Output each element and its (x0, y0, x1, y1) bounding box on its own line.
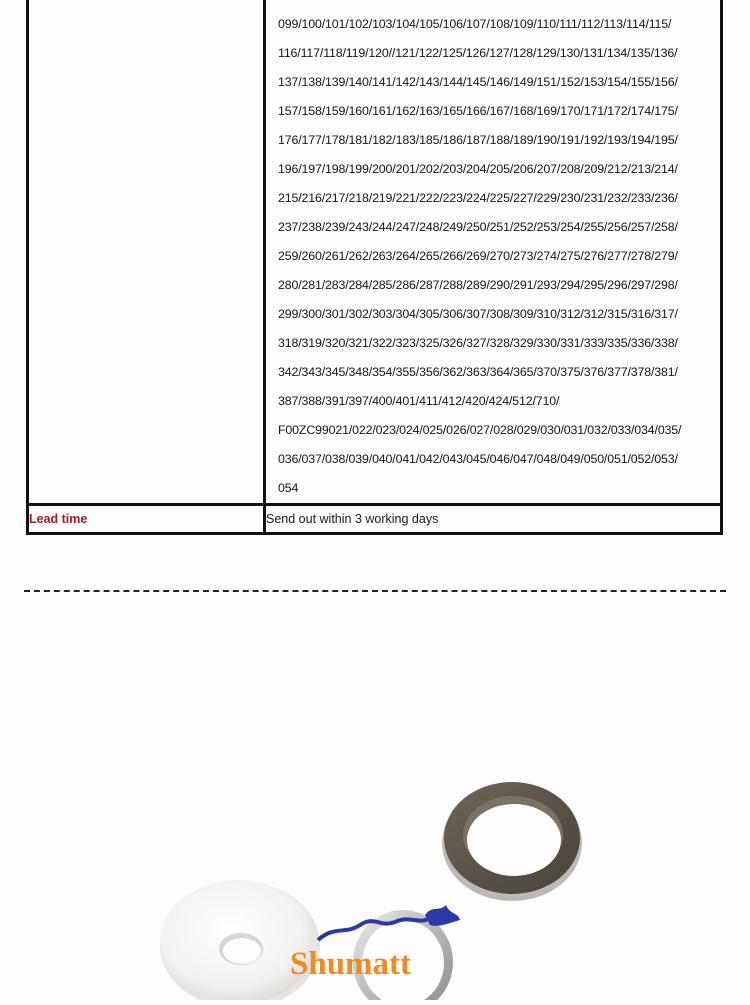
code-line: 116/117/118/119/120//121/122/125/126/127/128/129/130/131/134/135/136/ (278, 46, 678, 60)
compatible-codes-list (266, 0, 720, 503)
code-line: 280/281/283/284/285/286/287/288/289/290/291/293/294/295/296/297/298/ (278, 278, 678, 292)
dashed-divider (24, 590, 726, 592)
code-line: 157/158/159/160/161/162/163/165/166/167/168/169/170/171/172/174/175/ (278, 104, 678, 118)
code-line: 259/260/261/262/263/264/265/266/269/270/273/274/275/276/277/278/279/ (278, 249, 678, 263)
white-washer (160, 880, 320, 1000)
code-line: 318/319/320/321/322/323/325/326/327/328/329/330/331/333/335/336/338/ (278, 336, 678, 350)
code-line: 196/197/198/199/200/201/202/203/204/205/206/207/208/209/212/213/214/ (278, 162, 678, 176)
compatible-codes-row (28, 0, 722, 505)
code-line: 036/037/038/039/040/041/042/043/045/046/047/048/049/050/051/052/053/ (278, 452, 678, 466)
code-line: 215/216/217/218/219/221/222/223/224/225/227/229/230/231/232/233/236/ (278, 191, 678, 205)
code-line: 342/343/345/348/354/355/356/362/363/364/365/370/375/376/377/378/381/ (278, 365, 678, 379)
code-line: 237/238/239/243/244/247/248/249/250/251/252/253/254/255/256/257/258/ (278, 220, 678, 234)
lead-time-label: Lead time (28, 505, 265, 534)
code-line: 387/388/391/397/400/401/411/412/420/424/512/710/ (278, 394, 560, 408)
code-line: 137/138/139/140/141/142/143/144/145/146/149/151/152/153/154/155/156/ (278, 75, 678, 89)
dark-seal-ring (442, 782, 582, 901)
compatible-codes-label-cell (28, 0, 265, 505)
lead-time-row (28, 505, 722, 534)
code-line: 299/300/301/302/303/304/305/306/307/308/309/310/312/312/315/316/317/ (278, 307, 678, 321)
product-image (0, 620, 750, 1000)
compatible-codes-value-cell (265, 0, 722, 505)
brand-name: Shumatt (290, 946, 412, 982)
code-line: F00ZC99021/022/023/024/025/026/027/028/029/030/031/032/033/034/035/ (278, 423, 682, 437)
code-line: 176/177/178/181/182/183/185/186/187/188/189/190/191/192/193/194/195/ (278, 133, 678, 147)
spec-table (26, 0, 723, 535)
code-line: 054 (278, 481, 299, 495)
lead-time-value: Send out within 3 working days (265, 505, 722, 534)
code-line: 099/100/101/102/103/104/105/106/107/108/109/110/111/112/113/114/115/ (278, 17, 672, 31)
